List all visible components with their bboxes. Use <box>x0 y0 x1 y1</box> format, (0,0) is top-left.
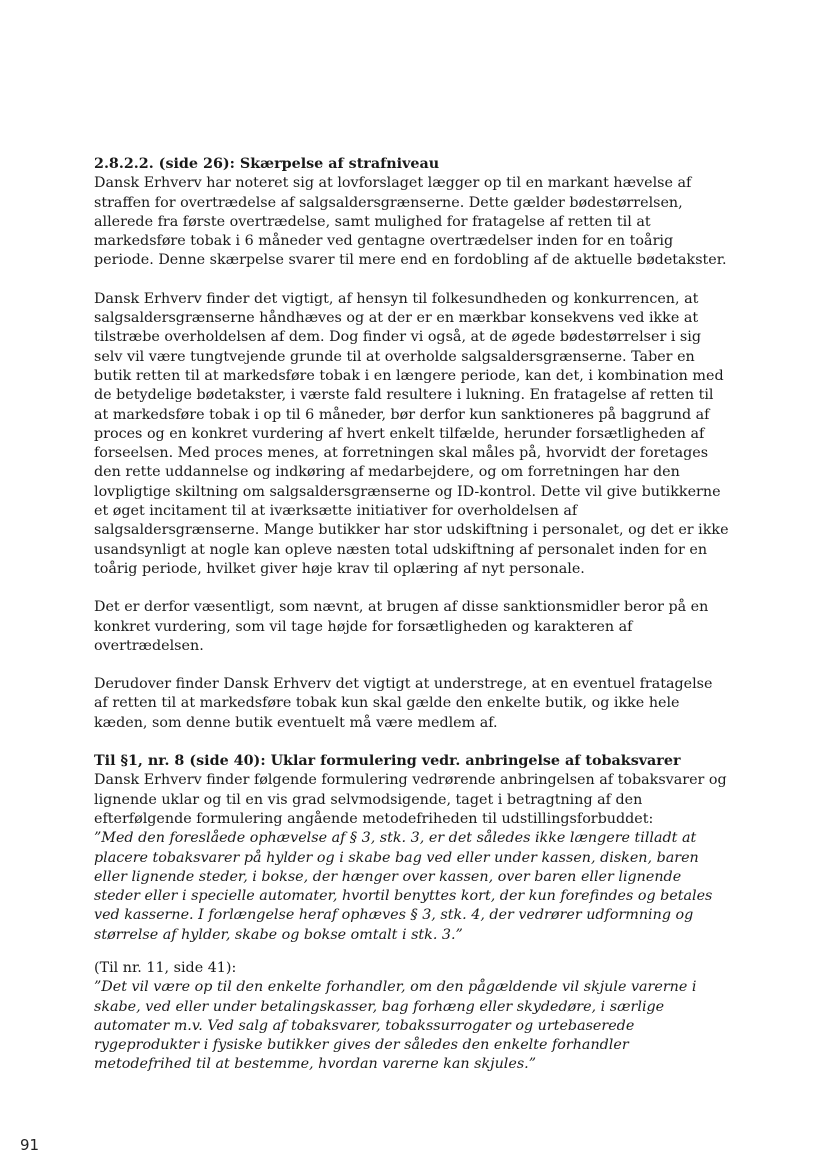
paragraph: Dansk Erhverv finder det vigtigt, af hensyn til folkesundheden og konkurrencen, at salgsaldersgrænserne håndhæves og at der er en mærkbar konsekvens ved ikke at tilstræbe overholdelsen af dem. Dog finder vi også, at de øgede bødestørrelser i sig selv vil være tungtvejende grunde til at overholde salgsaldersgrænserne. Taber en butik retten til at markedsføre tobak i en længere periode, kan det, i kombination med de betydelige bødetakster, i værste fald resultere i lukning. En fratagelse af retten til at markedsføre tobak i op til 6 måneder, bør derfor kun sanktioneres på baggrund af proces og en konkret vurdering af hvert enkelt tilfælde, herunder forsætligheden af forseelsen. Med proces menes, at forretningen skal måles på, hvorvidt der foretages den rette uddannelse og indkøring af medarbejdere, og om forretningen har den lovpligtige skiltning om salgsaldersgrænserne og ID-kontrol. Dette vil give butikkerne et øget incitament til at iværksætte initiativer for overholdelsen af salgsaldersgrænserne. Mange butikker har stor udskiftning i personalet, og det er ikke usandsynligt at nogle kan opleve næsten total udskiftning af personalet inden for en toårig periode, hvilket giver høje krav til oplæring af nyt personale. <box>94 290 729 577</box>
paragraph: Derudover finder Dansk Erhverv det vigtigt at understrege, at en eventuel fratagelse af retten til at markedsføre tobak kun skal gælde den enkelte butik, og ikke hele kæden, som denne butik eventuelt må være medlem af. <box>94 676 713 731</box>
reference: (Til nr. 11, side 41): <box>94 959 237 976</box>
section-heading: 2.8.2.2. (side 26): Skærpelse af strafniveau <box>94 156 440 172</box>
paragraph: Dansk Erhverv finder følgende formulering vedrørende anbringelsen af tobaksvarer og lignende uklar og til en vis grad selvmodsigende, taget i betragtning af den efterfølgende formulering angående metodefriheden til udstillingsforbuddet: <box>94 772 727 827</box>
quote: ”Med den foreslåede ophævelse af § 3, stk. 3, er det således ikke længere tilladt at placere tobaksvarer på hylder og i skabe bag ved eller under kassen, disken, baren eller lignende steder, i bokse, der hænger over kassen, over baren eller lignende steder eller i specielle automater, hvortil benyttes kort, der kun forefindes og betales ved kasserne. I forlængelse heraf ophæves § 3, stk. 4, der vedrører udformning og størrelse af hylder, skabe og bokse omtalt i stk. 3.” <box>94 830 713 943</box>
page-number: 91 <box>20 1136 40 1154</box>
document-body <box>94 155 730 1075</box>
quote: ”Det vil være op til den enkelte forhandler, om den pågældende vil skjule varerne i skabe, ved eller under betalingskasser, bag forhæng eller skydedøre, i særlige automater m.v. Ved salg af tobaksvarer, tobakssurrogater og urtebaserede rygeprodukter i fysiske butikker gives der således den enkelte forhandler metodefrihed til at bestemme, hvordan varerne kan skjules.” <box>94 979 697 1073</box>
paragraph: Dansk Erhverv har noteret sig at lovforslaget lægger op til en markant hævelse af straffen for overtrædelse af salgsaldersgrænserne. Dette gælder bødestørrelsen, allerede fra første overtrædelse, samt mulighed for fratagelse af retten til at markedsføre tobak i 6 måneder ved gentagne overtrædelser inden for en toårig periode. Denne skærpelse svarer til mere end en fordobling af de aktuelle bødetakster. <box>94 175 727 269</box>
section-heading: Til §1, nr. 8 (side 40): Uklar formulering vedr. anbringelse af tobaksvarer <box>94 753 681 770</box>
paragraph: Det er derfor væsentligt, som nævnt, at brugen af disse sanktionsmidler beror på en konkret vurdering, som vil tage højde for forsætligheden og karakteren af overtrædelsen. <box>94 599 709 654</box>
